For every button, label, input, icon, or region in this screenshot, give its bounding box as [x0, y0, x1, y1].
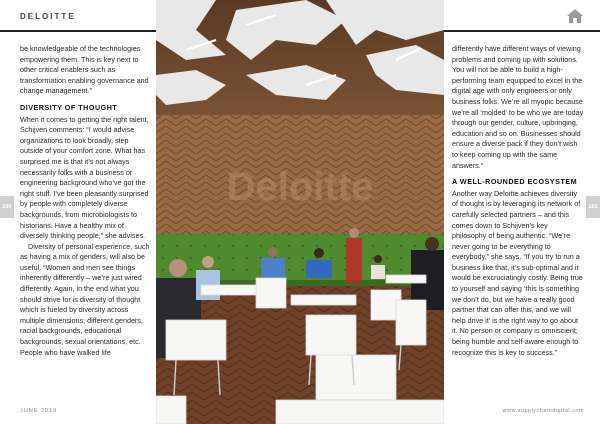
footer-date: JUNE 2019	[20, 408, 58, 414]
page-number-right: 181	[586, 196, 600, 218]
left-paragraph-1: When it comes to getting the right talent, Schijven comments: “I would advise organizations to look broadly, step outside of your comfort zone. What has surprised me is that it’s not always necessarily folks with a business or engineering background who’ve got the right stuff. I’ve been pleasantly surprised by people with completely diverse backgrounds, from microbiologists to historians. Have a healthy mix of diversely thinking people,” she advises.	[20, 114, 149, 241]
right-column	[452, 44, 584, 358]
page-number-left: 180	[0, 196, 14, 218]
home-icon[interactable]	[566, 8, 584, 24]
header-rule-left	[0, 30, 156, 32]
wall-sign: Deloitte	[226, 165, 374, 209]
left-intro-paragraph: be knowledgeable of the technologies empowering them. This is key next to other critical enablers such as transformation enabling governance and change management.”	[20, 44, 149, 96]
right-paragraph-1: Another way Deloitte achieves diversity of thought is by leveraging its network of carefully selected partners – and this comes down to Schijven’s key philosophy of being authentic. “We’re never going to be everything to everybody,” she says. “If you try to run a business like that, it’s sub-optimal and it would be excruciatingly costly. Being true to yourself and saying ‘this is something we don’t do, but we have a really good partner that can offer this, and we will help drive it’ is the right way to go about it. No person or company is omniscient; being humble and self-aware enough to recognize this is key to success.”	[452, 188, 583, 357]
brand-wordmark: DELOITTE	[20, 12, 76, 21]
right-intro-paragraph: differently have different ways of viewing problems and coming up with solutions. You will not be able to build a high-performing team equipped to excel in the digital age with only engineers or only business folks. We’re all myopic because we’re all ‘molded’ to be who we are today through our gender, culture, upbringing, education and so on. Businesses should ensure a diverse pack if they don’t wish to keep coming up with the same answers.”	[452, 44, 584, 170]
footer-website[interactable]: www.supplychaindigital.com	[502, 408, 584, 414]
section-heading-ecosystem: A WELL-ROUNDED ECOSYSTEM	[452, 177, 578, 187]
office-photo	[156, 0, 444, 424]
left-column	[20, 44, 150, 358]
section-heading-diversity: DIVERSITY OF THOUGHT	[20, 102, 118, 112]
left-paragraph-2: Diversity of personal experience, such as having a mix of genders, will also be useful. “Women and men see things inherently differently – we’re just wired differently. Again, in the end what you should strive for is diversity of thought which is fueled by diversity across multiple dimensions; different genders, racial backgrounds, educational backgrounds, sexual orientations, etc. People who have walked life	[20, 241, 150, 357]
header-rule-right	[444, 30, 600, 32]
